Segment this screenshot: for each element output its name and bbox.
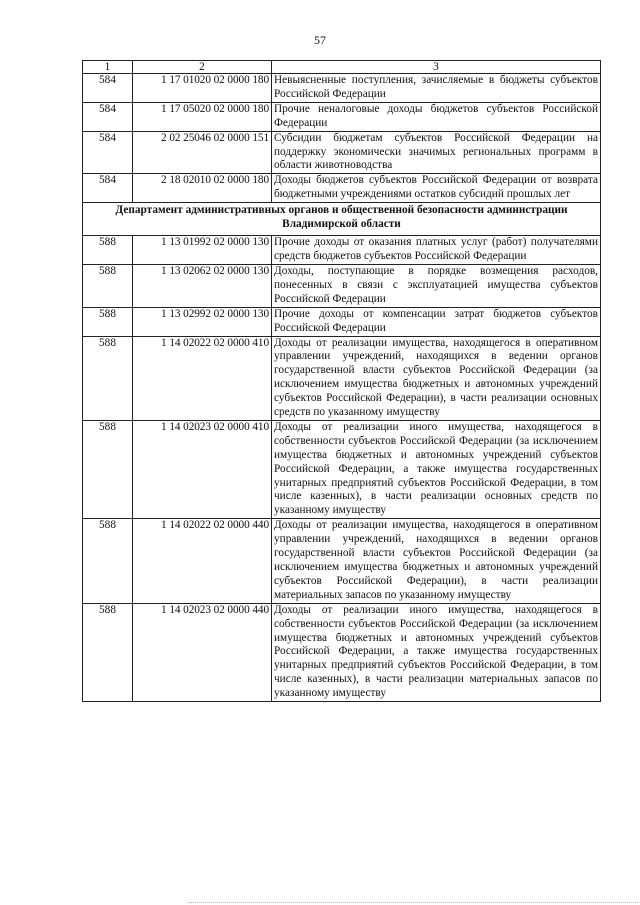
table-row <box>83 174 601 203</box>
description-cell: Доходы, поступающие в порядке возмещения расходов, понесенных в связи с эксплуатацией имущества субъектов Российской Федерации <box>272 264 601 307</box>
revenue-code-cell: 2 02 25046 02 0000 151 <box>133 131 272 174</box>
revenue-code-cell: 1 14 02023 02 0000 410 <box>133 420 272 518</box>
revenue-code-cell: 1 17 05020 02 0000 180 <box>133 102 272 131</box>
revenue-code-cell: 1 14 02023 02 0000 440 <box>133 603 272 701</box>
description-cell: Доходы от реализации иного имущества, находящегося в собственности субъектов Российской Федерации (за исключением имущества бюджетных и автономных учреждений субъектов Российской Федерации, а также имущества государственных унитарных предприятий субъектов Российской Федерации, в том числе казенных), в части реализации основных средств по указанному имуществу <box>272 420 601 518</box>
revenue-code-cell: 1 17 01020 02 0000 180 <box>133 74 272 103</box>
description-cell: Субсидии бюджетам субъектов Российской Федерации на поддержку экономически значимых региональных программ в области животноводства <box>272 131 601 174</box>
revenue-code-cell: 1 13 02992 02 0000 130 <box>133 307 272 336</box>
page-number: 57 <box>314 33 326 47</box>
admin-code-cell: 588 <box>83 336 133 420</box>
table-row <box>83 102 601 131</box>
admin-code-cell: 584 <box>83 174 133 203</box>
admin-code-cell: 584 <box>83 102 133 131</box>
table-row <box>83 519 601 603</box>
column-header-2: 2 <box>133 61 272 74</box>
admin-code-cell: 588 <box>83 519 133 603</box>
description-cell: Доходы от реализации имущества, находящегося в оперативном управлении учреждений, находящихся в ведении органов государственной власти субъектов Российской Федерации (за исключением имущества бюджетных и автономных учреждений субъектов Российской Федерации), в части реализации основных средств по указанному имуществу <box>272 336 601 420</box>
admin-code-cell: 588 <box>83 307 133 336</box>
table-row <box>83 420 601 518</box>
description-cell: Прочие неналоговые доходы бюджетов субъектов Российской Федерации <box>272 102 601 131</box>
description-cell: Прочие доходы от компенсации затрат бюджетов субъектов Российской Федерации <box>272 307 601 336</box>
description-cell: Доходы от реализации имущества, находящегося в оперативном управлении учреждений, находящихся в ведении органов государственной власти субъектов Российской Федерации (за исключением имущества бюджетных и автономных учреждений субъектов Российской Федерации), в части реализации материальных запасов по указанному имуществу <box>272 519 601 603</box>
revenue-code-cell: 1 14 02022 02 0000 410 <box>133 336 272 420</box>
table-row <box>83 236 601 265</box>
revenue-code-cell: 1 14 02022 02 0000 440 <box>133 519 272 603</box>
section-header-row <box>83 203 601 236</box>
admin-code-cell: 584 <box>83 74 133 103</box>
description-cell: Доходы бюджетов субъектов Российской Федерации от возврата бюджетными учреждениями остатков субсидий прошлых лет <box>272 174 601 203</box>
admin-code-cell: 588 <box>83 603 133 701</box>
admin-code-cell: 588 <box>83 264 133 307</box>
description-cell: Прочие доходы от оказания платных услуг (работ) получателями средств бюджетов субъектов Российской Федерации <box>272 236 601 265</box>
revenue-codes-table <box>82 60 601 702</box>
admin-code-cell: 588 <box>83 420 133 518</box>
description-cell: Доходы от реализации иного имущества, находящегося в собственности субъектов Российской Федерации (за исключением имущества бюджетных и автономных учреждений субъектов Российской Федерации, а также имущества государственных унитарных предприятий субъектов Российской Федерации, в том числе казенных), в части реализации материальных запасов по указанному имуществу <box>272 603 601 701</box>
table-row <box>83 336 601 420</box>
table-row <box>83 603 601 701</box>
admin-code-cell: 584 <box>83 131 133 174</box>
table-row <box>83 307 601 336</box>
column-header-3: 3 <box>272 61 601 74</box>
table-row <box>83 74 601 103</box>
scan-edge-line <box>188 902 638 904</box>
revenue-code-cell: 1 13 02062 02 0000 130 <box>133 264 272 307</box>
column-header-1: 1 <box>83 61 133 74</box>
table-row <box>83 131 601 174</box>
section-title: Департамент административных органов и общественной безопасности администрации Владимирской области <box>83 203 601 236</box>
admin-code-cell: 588 <box>83 236 133 265</box>
description-cell: Невыясненные поступления, зачисляемые в бюджеты субъектов Российской Федерации <box>272 74 601 103</box>
revenue-code-cell: 1 13 01992 02 0000 130 <box>133 236 272 265</box>
table-row <box>83 264 601 307</box>
table-header-row <box>83 61 601 74</box>
revenue-code-cell: 2 18 02010 02 0000 180 <box>133 174 272 203</box>
